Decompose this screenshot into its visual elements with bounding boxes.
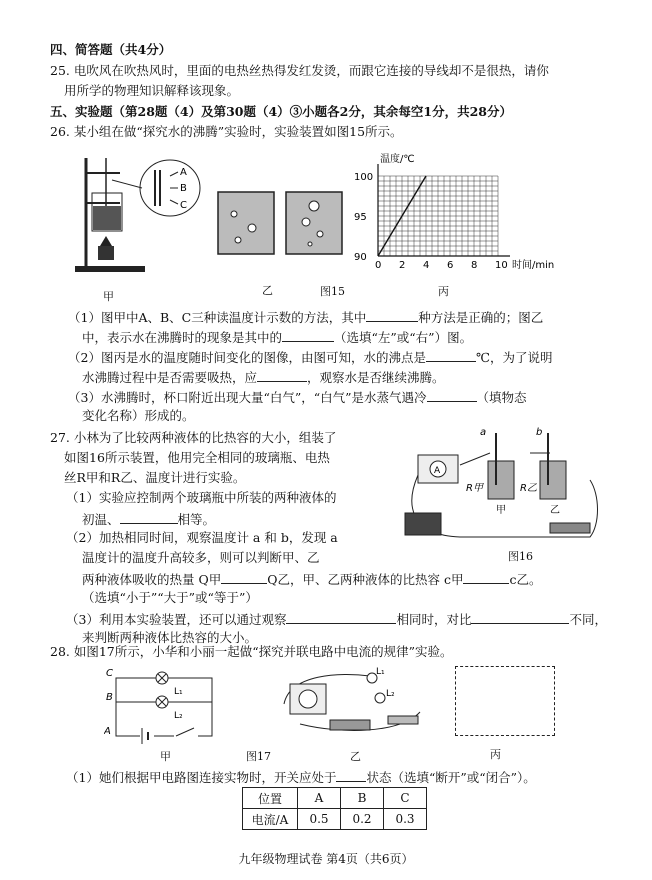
chart-x-tick-label: 2	[399, 260, 406, 271]
q26-s1-text-a: （1）图甲中A、B、C三种读温度计示数的方法，其中	[68, 310, 367, 325]
fig17-label-L2: L₂	[174, 711, 183, 721]
q26-s1-text-d: （选填“左”或“右”）图。	[334, 330, 473, 345]
fig16-label-jia: 甲	[496, 505, 506, 516]
fig15-jia-label: 甲	[103, 290, 114, 303]
fig17-label-B: B	[106, 692, 113, 703]
chart-x-tick-label: 10	[495, 260, 508, 271]
fig15-yi-label: 乙	[262, 284, 273, 297]
fig17-jia-label: 甲	[160, 750, 171, 763]
fig15-yi-beakers	[214, 188, 344, 260]
q28-s1-line	[66, 770, 536, 785]
q27-s2-text-d: Q乙，甲、乙两种液体的比热容 c甲	[267, 572, 464, 587]
q26-s1-blank1[interactable]	[366, 310, 418, 322]
q26-s2-blank2[interactable]	[257, 370, 307, 382]
chart-x-tick-label: 4	[423, 260, 430, 271]
table-cell: 0.2	[341, 809, 384, 830]
q27-s1-text-c: 相等。	[177, 512, 216, 527]
fig17-label-C: C	[106, 668, 113, 679]
q27-s3-text-a: （3）利用本实验装置，还可以通过观察	[66, 612, 287, 627]
table-cell: 0.3	[384, 809, 427, 830]
fig17-label-L1: L₁	[174, 687, 183, 697]
fig16-label-ryi: R乙	[520, 483, 537, 494]
table-cell: B	[341, 788, 384, 809]
chart-xlabel: 时间/min	[512, 260, 555, 271]
fig17-jia-circuit	[104, 664, 224, 752]
q26-s2-line1	[68, 350, 552, 365]
chart-x-tick-label: 0	[375, 260, 382, 271]
q27-s2-blank1[interactable]	[221, 572, 267, 584]
fig17-yi-apparatus	[280, 664, 430, 744]
q26-s1-blank2[interactable]	[282, 330, 334, 342]
q28-stem: 28. 如图17所示，小华和小丽一起做“探究并联电路中电流的规律”实验。	[50, 644, 453, 659]
q28-s1-blank[interactable]	[336, 770, 366, 782]
fig15-bing-label: 丙	[438, 285, 449, 298]
q25-line1: 25. 电吹风在吹热风时，里面的电热丝热得发红发烫，而跟它连接的导线却不是很热，请你	[50, 63, 549, 78]
q27-s3-text-c: 不同，	[569, 612, 607, 627]
fig17-label-A: A	[104, 726, 111, 737]
fig17-yi-label: 乙	[350, 750, 361, 763]
q27-s2-text-e: c乙。	[509, 572, 542, 587]
q26-s1-line1	[68, 310, 543, 325]
q27-s3-blank1[interactable]	[286, 612, 396, 624]
q26-s3-line2: 变化名称）形成的。	[82, 408, 195, 423]
q26-s1-text-b: 种方法是正确的；图乙	[418, 310, 544, 325]
q27-s2-line1: （2）加热相同时间，观察温度计 a 和 b，发现 a	[66, 530, 338, 545]
q26-s3-text-a: （3）水沸腾时，杯口附近出现大量“白气”，“白气”是水蒸气遇冷	[68, 390, 427, 405]
q26-s3-line1	[68, 390, 527, 405]
table-cell: 电流/A	[243, 809, 298, 830]
fig17-yi-label-L1: L₁	[376, 667, 385, 677]
q27-s1-blank[interactable]	[120, 512, 178, 524]
q27-s1-line1: （1）实验应控制两个玻璃瓶中所装的两种液体的	[66, 490, 337, 505]
current-table	[242, 787, 427, 830]
fig16-caption: 图16	[508, 550, 533, 563]
q27-s2-blank2[interactable]	[463, 572, 509, 584]
q26-s3-text-b: （填物态	[476, 390, 527, 405]
q27-s2-line2: 温度计的温度升高较多，则可以判断甲、乙	[82, 550, 320, 565]
fig15-caption: 图15	[320, 285, 345, 298]
label-C: C	[180, 200, 187, 211]
chart-y-tick-label: 90	[354, 252, 367, 263]
table-cell: 0.5	[298, 809, 341, 830]
fig15-bing-chart	[350, 148, 590, 284]
chart-y-tick-label: 100	[354, 172, 374, 183]
fig16-label-a: a	[480, 427, 487, 438]
fig17-bing-label: 丙	[490, 748, 501, 761]
q27-s3-line2: 来判断两种液体比热容的大小。	[82, 630, 258, 645]
q27-s1-line2	[82, 512, 215, 527]
q27-s3-line1	[66, 612, 607, 627]
table-row	[243, 809, 427, 830]
table-cell: A	[298, 788, 341, 809]
q28-s1-text-a: （1）她们根据甲电路图连接实物时，开关应处于	[66, 770, 337, 785]
fig16-apparatus	[400, 425, 605, 545]
fig17-bing-box[interactable]	[455, 666, 555, 736]
table-cell: C	[384, 788, 427, 809]
fig16-label-yi: 乙	[550, 505, 560, 516]
label-A: A	[180, 167, 187, 178]
q26-s1-line2	[82, 330, 472, 345]
q25-line2: 用所学的物理知识解释该现象。	[64, 83, 240, 98]
svg-text:A: A	[434, 466, 441, 476]
q26-s1-text-c: 中，表示水在沸腾时的现象是其中的	[82, 330, 283, 345]
page-footer: 九年级物理试卷 第4页（共6页）	[238, 852, 414, 866]
q26-s2-line2	[82, 370, 445, 385]
chart-y-tick-label: 95	[354, 212, 367, 223]
fig16-label-rjia: R甲	[466, 483, 483, 494]
q27-s2-line4: （选填“小于”“大于”或“等于”）	[82, 590, 258, 605]
q26-s2-text-b: ℃，为了说明	[475, 350, 553, 365]
q26-s2-blank1[interactable]	[426, 350, 476, 362]
q27-s3-blank2[interactable]	[471, 612, 569, 624]
fig17-caption: 图17	[246, 750, 271, 763]
q27-line1: 27. 小林为了比较两种液体的比热容的大小，组装了	[50, 430, 337, 445]
q27-s2-text-c: 两种液体吸收的热量 Q甲	[82, 572, 222, 587]
q26-stem: 26. 某小组在做“探究水的沸腾”实验时，实验装置如图15所示。	[50, 124, 403, 139]
q27-s1-text-b: 初温、	[82, 512, 120, 527]
q26-s2-text-c: 水沸腾过程中是否需要吸热，应	[82, 370, 258, 385]
chart-x-tick-label: 8	[471, 260, 478, 271]
q28-s1-text-b: 状态（选填“断开”或“闭合”）。	[366, 770, 536, 785]
fig17-yi-label-L2: L₂	[386, 689, 395, 699]
q26-s2-text-a: （2）图丙是水的温度随时间变化的图像，由图可知，水的沸点是	[68, 350, 426, 365]
q26-s3-blank1[interactable]	[427, 390, 477, 402]
chart-x-tick-label: 6	[447, 260, 454, 271]
q26-s2-text-d: ，观察水是否继续沸腾。	[307, 370, 445, 385]
fig16-label-b: b	[536, 427, 543, 438]
chart-ylabel: 温度/℃	[380, 154, 415, 165]
label-B: B	[180, 183, 187, 194]
table-row	[243, 788, 427, 809]
q27-s2-line3	[82, 572, 541, 587]
q27-line2: 如图16所示装置，他用完全相同的玻璃瓶、电热	[64, 450, 330, 465]
section4-title: 四、简答题（共4分）	[50, 42, 172, 57]
section5-title: 五、实验题（第28题（4）及第30题（4）③小题各2分，其余每空1分，共28分）	[50, 104, 512, 119]
q27-line3: 丝R甲和R乙、温度计进行实验。	[64, 470, 246, 485]
fig15-jia-apparatus	[60, 148, 210, 288]
table-cell: 位置	[243, 788, 298, 809]
q27-s3-text-b: 相同时，对比	[396, 612, 472, 627]
